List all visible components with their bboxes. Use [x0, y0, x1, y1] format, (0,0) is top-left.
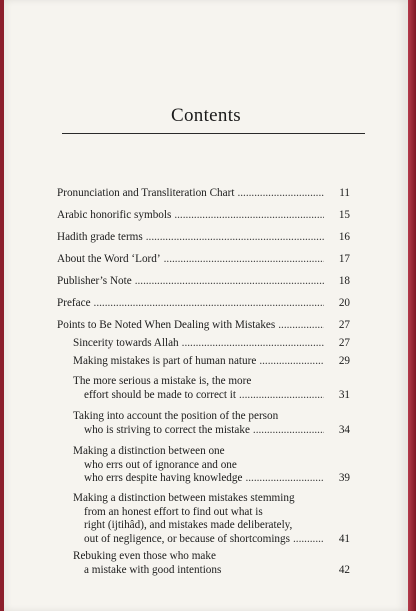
- leader-dots: [182, 337, 324, 351]
- title-rule: [62, 133, 365, 134]
- leader-dots: [174, 209, 324, 223]
- toc-entry-page: 34: [338, 423, 350, 436]
- toc-entry-page: 27: [338, 337, 350, 349]
- leader-dots: [278, 319, 324, 333]
- toc-entry-line: a mistake with good intentions: [84, 563, 222, 576]
- toc-entry-page: 39: [338, 472, 350, 484]
- toc-entry[interactable]: [57, 231, 350, 245]
- toc-entry-title: Arabic honorific symbols: [57, 209, 172, 221]
- leader-dots: [245, 472, 324, 486]
- toc-entry-page: 29: [338, 355, 350, 367]
- leader-dots: [253, 424, 324, 438]
- toc-entry-title: Sincerity towards Allah: [73, 337, 179, 349]
- toc-entry[interactable]: [57, 319, 350, 333]
- toc-entry[interactable]: [57, 275, 350, 289]
- toc-entry-title: Publisher’s Note: [57, 275, 132, 287]
- book-page: [4, 0, 408, 611]
- toc-entry-page: 41: [338, 532, 350, 545]
- toc-entry-title: Hadith grade terms: [57, 231, 143, 243]
- leader-dots: [293, 533, 324, 547]
- toc-entry-line: The more serious a mistake is, the more: [73, 375, 252, 387]
- toc-entry-page: 18: [338, 275, 350, 287]
- leader-dots: [164, 253, 324, 267]
- leader-dots: [239, 389, 324, 403]
- toc-entry-title: Making mistakes is part of human nature: [73, 355, 257, 367]
- toc-entry-line: Taking into account the position of the person: [73, 410, 279, 422]
- toc-subentry[interactable]: [73, 445, 350, 486]
- toc-entry[interactable]: [57, 253, 350, 267]
- toc-entry-title: Pronunciation and Transliteration Chart: [57, 187, 235, 199]
- toc-entry-line: Making a distinction between one: [73, 445, 225, 457]
- toc-subentry[interactable]: [73, 375, 350, 402]
- toc-entry-page: 31: [338, 388, 350, 401]
- toc-entry-page: 17: [338, 253, 350, 265]
- leader-dots: [146, 231, 324, 245]
- toc-entry-page: 16: [338, 231, 350, 243]
- toc-entry-line: Rebuking even those who make: [73, 550, 216, 562]
- leader-dots: [237, 187, 324, 201]
- toc-entry[interactable]: [57, 187, 350, 201]
- toc-entry-page: 15: [338, 209, 350, 221]
- toc-entry-title: Points to Be Noted When Dealing with Mistakes: [57, 319, 276, 331]
- leader-dots: [94, 297, 324, 311]
- toc-subentry[interactable]: [73, 492, 350, 546]
- toc-entry-page: 11: [339, 187, 350, 199]
- leader-dots: [259, 355, 324, 369]
- leader-dots: [135, 275, 324, 289]
- toc-entry-line: Making a distinction between mistakes stemming: [73, 492, 295, 504]
- toc-entry-line: who errs despite having knowledge: [84, 472, 243, 484]
- toc-entry[interactable]: [57, 209, 350, 223]
- toc-entry-line: right (ijtihâd), and mistakes made deliberately,: [84, 519, 293, 531]
- toc-entry-line: from an honest effort to find out what is: [84, 505, 263, 518]
- book-cover-edge: [408, 0, 416, 611]
- toc-entry-page: 20: [338, 297, 350, 309]
- toc-entry-line: out of negligence, or because of shortcomings: [84, 532, 290, 545]
- toc-entry-line: who errs out of ignorance and one: [84, 458, 237, 471]
- toc-entry-title: About the Word ‘Lord’: [57, 253, 161, 265]
- toc-subentry[interactable]: [73, 410, 350, 437]
- toc-entry[interactable]: [57, 297, 350, 311]
- toc-entry-page: 42: [338, 563, 350, 576]
- toc-entry-line: effort should be made to correct it: [84, 388, 237, 401]
- toc-subentry[interactable]: [73, 355, 350, 369]
- toc-subentry[interactable]: [73, 337, 350, 351]
- toc-entry-line: who is striving to correct the mistake: [84, 423, 250, 436]
- page-title: Contents: [171, 105, 241, 126]
- toc-subentry[interactable]: [73, 550, 350, 577]
- toc-entry-page: 27: [338, 319, 350, 331]
- toc-entry-title: Preface: [57, 297, 91, 309]
